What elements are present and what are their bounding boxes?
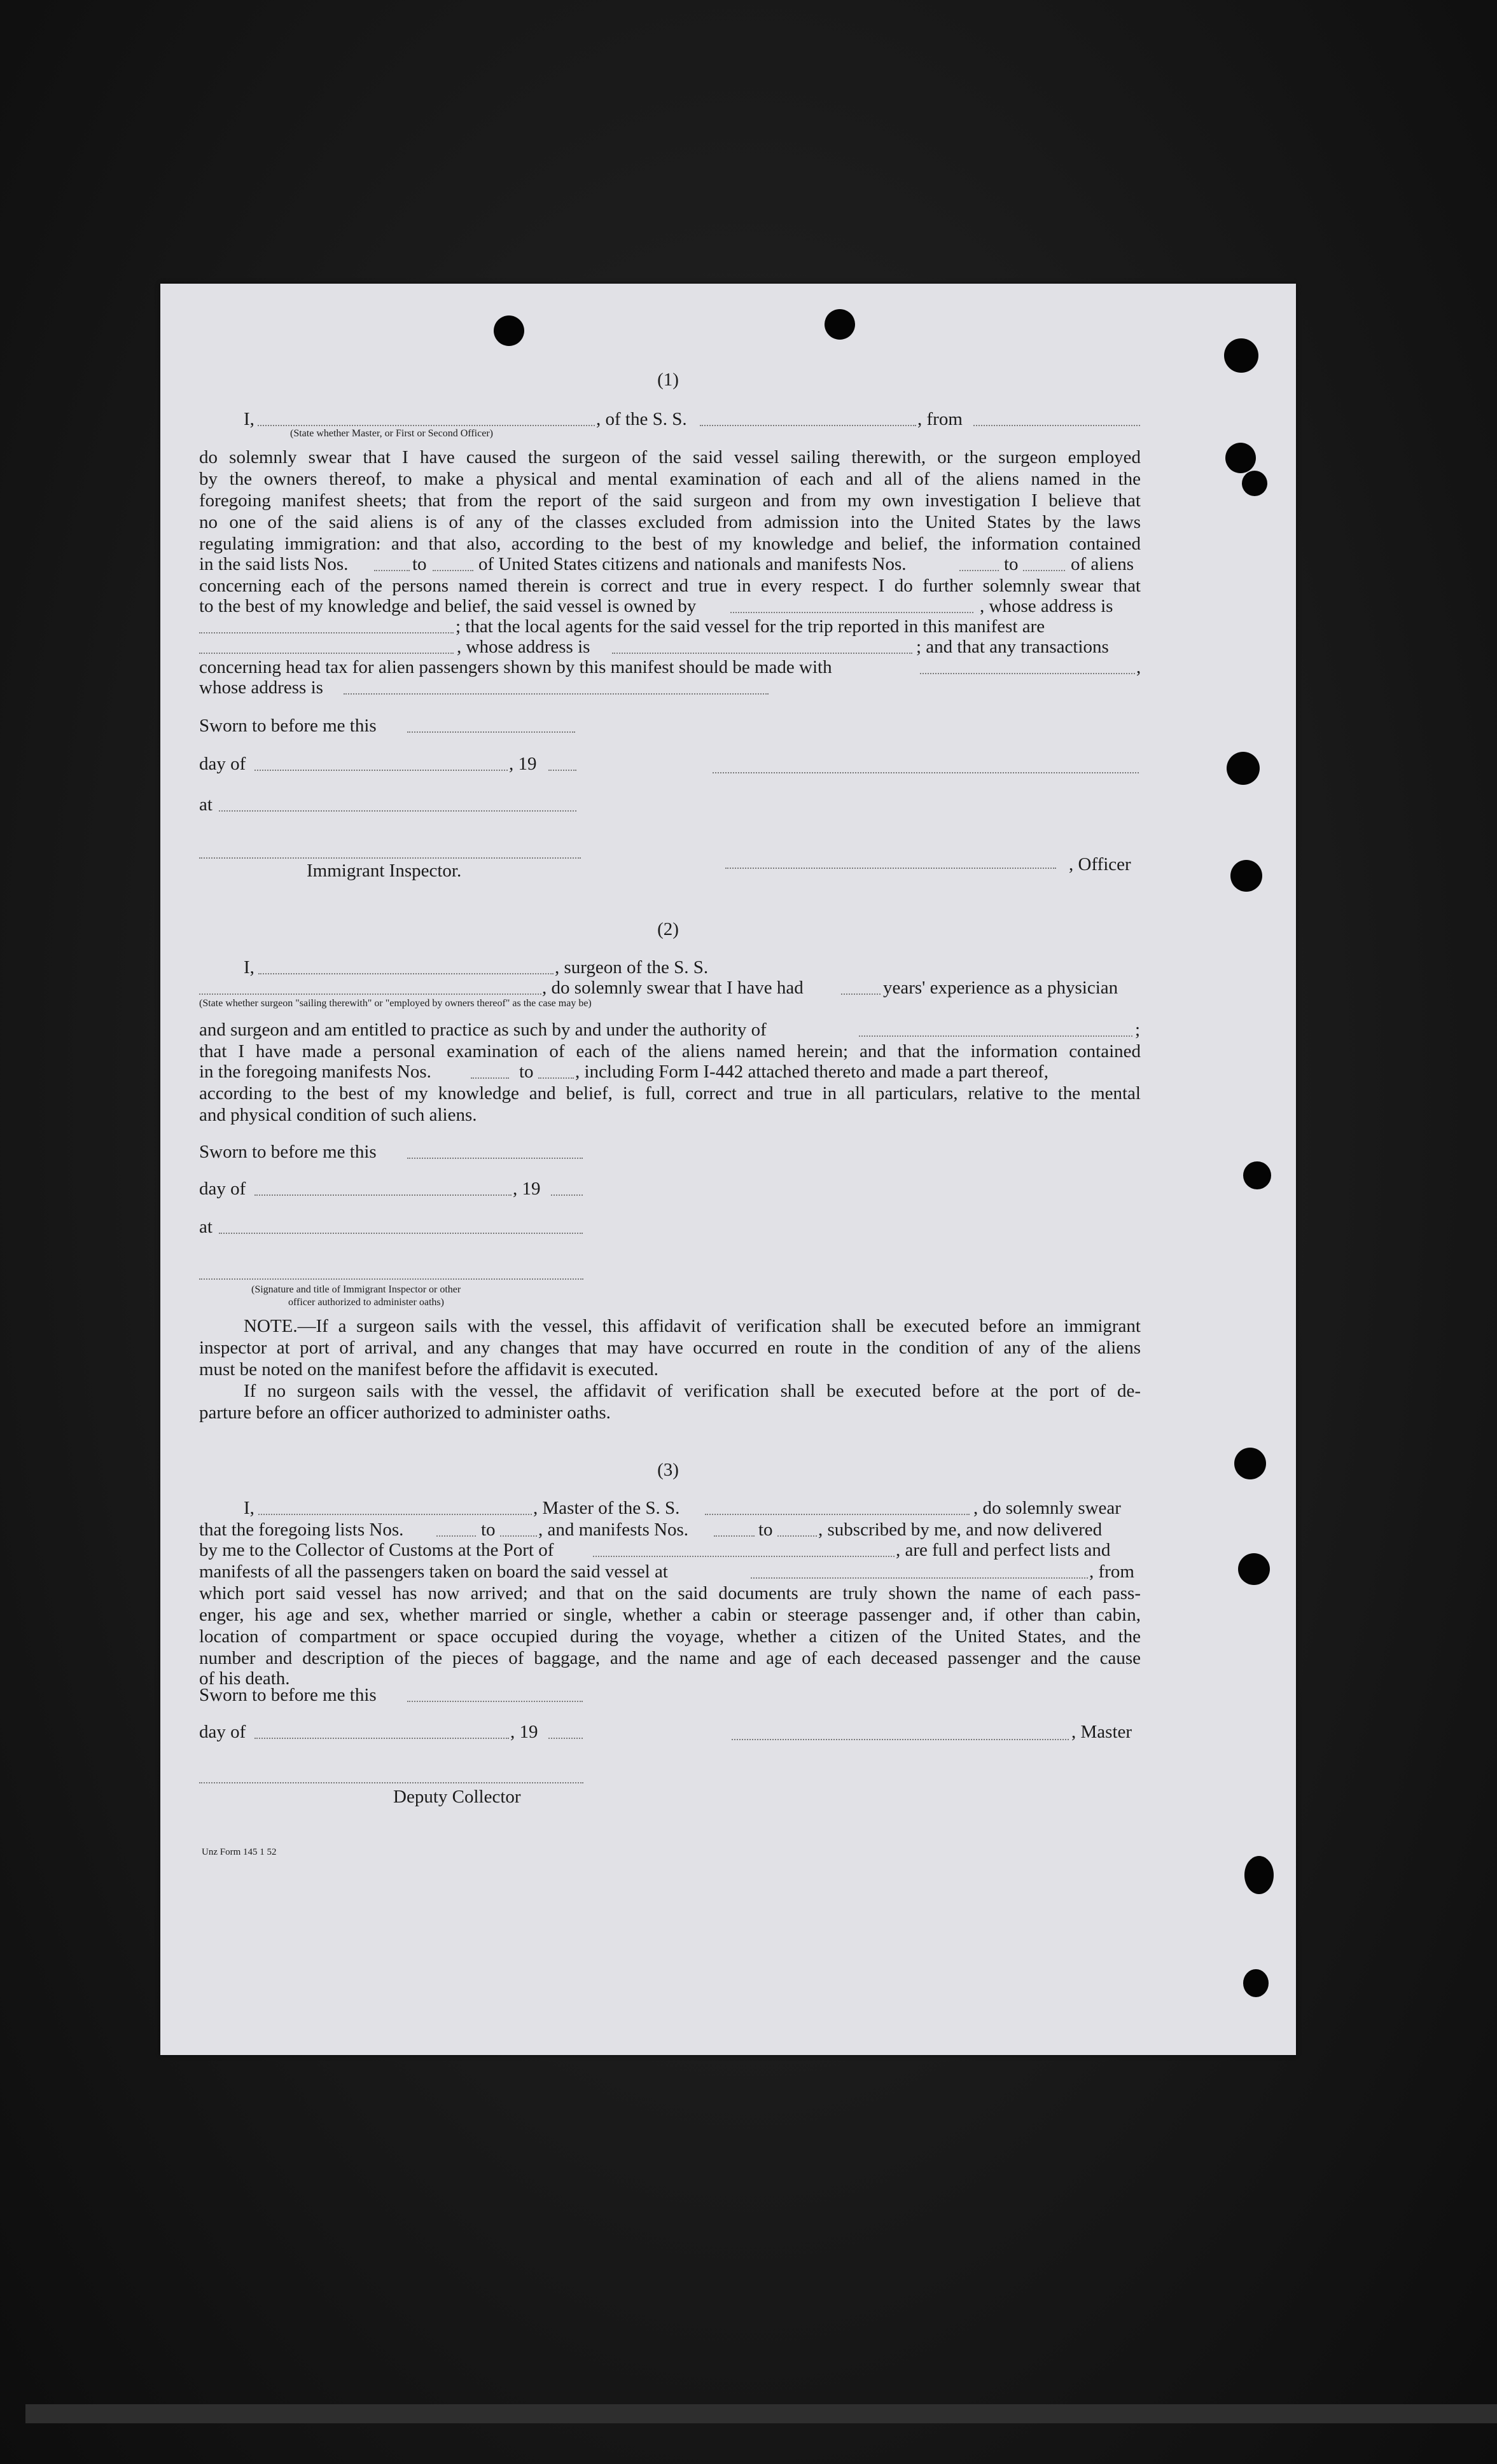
scan-edge-strip bbox=[25, 2404, 1497, 2423]
sworn-date-blank[interactable] bbox=[407, 731, 575, 733]
to-label: to bbox=[519, 1062, 534, 1082]
authority-blank[interactable] bbox=[859, 1035, 1132, 1037]
sworn-date-blank[interactable] bbox=[407, 1701, 583, 1702]
section-2-paragraph-line: according to the best of my knowledge and belief, is full, correct and true in all particulars, relative to the mental bbox=[199, 1083, 1141, 1104]
officer-signature-blank[interactable] bbox=[713, 772, 1139, 773]
section-3-paragraph-line: , from bbox=[1089, 1561, 1134, 1582]
lists-from-blank[interactable] bbox=[436, 1535, 476, 1537]
section-3-paragraph-line: location of compartment or space occupied during the voyage, whether a citizen of the United States, and the bbox=[199, 1626, 1141, 1647]
section-2-paragraph-line: and physical condition of such aliens. bbox=[199, 1105, 477, 1125]
master-vessel-blank[interactable] bbox=[705, 1514, 970, 1515]
officer-name-blank[interactable] bbox=[725, 868, 1056, 869]
manifests-from-blank[interactable] bbox=[714, 1535, 755, 1537]
punch-hole bbox=[1234, 1448, 1266, 1479]
section-2-paragraph-line: in the foregoing manifests Nos. bbox=[199, 1062, 431, 1082]
manifests-to-blank[interactable] bbox=[777, 1535, 817, 1537]
officer-title-note: (State whether Master, or First or Second Officer) bbox=[290, 428, 493, 439]
immigrant-inspector-label: Immigrant Inspector. bbox=[307, 861, 462, 881]
signature-note: officer authorized to administer oaths) bbox=[288, 1297, 444, 1308]
sworn-label: Sworn to before me this bbox=[199, 716, 377, 736]
section-1-paragraph-line: no one of the said aliens is of any of the classes excluded from admission into the United States by the laws bbox=[199, 512, 1141, 532]
punch-hole bbox=[1224, 338, 1258, 373]
section-2-paragraph-line: , including Form I-442 attached thereto and made a part thereof, bbox=[575, 1062, 1049, 1082]
punch-hole bbox=[1244, 1856, 1274, 1894]
manifest-to-blank[interactable] bbox=[538, 1077, 574, 1079]
section-3-paragraph-line: which port said vessel has now arrived; and that on the said documents are truly shown the name of each pass- bbox=[199, 1583, 1141, 1603]
master-label: , Master bbox=[1071, 1722, 1132, 1742]
to-label: to bbox=[481, 1519, 496, 1540]
from-port-blank[interactable] bbox=[973, 425, 1140, 426]
at-label: at bbox=[199, 1217, 212, 1237]
sworn-label: Sworn to before me this bbox=[199, 1142, 377, 1162]
form-number: Unz Form 145 1 52 bbox=[202, 1847, 277, 1857]
section-1-paragraph-line: concerning head tax for alien passengers shown by this manifest should be made with bbox=[199, 657, 832, 677]
year-label: , 19 bbox=[509, 754, 537, 774]
day-of-label: day of bbox=[199, 1722, 246, 1742]
surgeon-type-note: (State whether surgeon "sailing therewith" or "employed by owners thereof" as the case may be) bbox=[199, 998, 592, 1009]
place-blank[interactable] bbox=[219, 810, 576, 812]
section-1-paragraph-line: of United States citizens and nationals and manifests Nos. bbox=[478, 554, 907, 574]
surgeon-name-blank[interactable] bbox=[258, 973, 554, 974]
day-of-label: day of bbox=[199, 1179, 246, 1199]
agents-address-blank[interactable] bbox=[612, 653, 912, 654]
note-line: If no surgeon sails with the vessel, the affidavit of verification shall be executed before at the port of de- bbox=[244, 1381, 1141, 1401]
note-line: must be noted on the manifest before the affidavit is executed. bbox=[199, 1359, 658, 1380]
master-signature-blank[interactable] bbox=[732, 1739, 1069, 1740]
punch-hole bbox=[1243, 1969, 1269, 1997]
section-1-paragraph-line: concerning each of the persons named therein is correct and true in every respect. I do further solemnly swear that bbox=[199, 576, 1141, 596]
of-the-ss-label: , of the S. S. bbox=[596, 409, 687, 429]
section-2-paragraph-line: and surgeon and am entitled to practice as such by and under the authority of bbox=[199, 1020, 767, 1040]
swear-label: , do solemnly swear bbox=[973, 1498, 1121, 1518]
officer-title-blank[interactable] bbox=[258, 425, 595, 426]
punch-hole bbox=[1227, 752, 1260, 785]
section-3-paragraph-line: of his death. bbox=[199, 1668, 290, 1689]
section-3-paragraph-line: manifests of all the passengers taken on board the said vessel at bbox=[199, 1561, 668, 1582]
manifests-to-blank[interactable] bbox=[1023, 570, 1065, 571]
year-label: , 19 bbox=[513, 1179, 541, 1199]
embarkation-port-blank[interactable] bbox=[751, 1577, 1088, 1579]
vessel-name-blank[interactable] bbox=[700, 425, 916, 426]
place-blank[interactable] bbox=[219, 1233, 583, 1234]
section-1-paragraph-line: , whose address is bbox=[980, 596, 1113, 616]
master-name-blank[interactable] bbox=[258, 1514, 532, 1515]
officer-label: , Officer bbox=[1069, 854, 1131, 875]
section-2-number: (2) bbox=[657, 919, 679, 939]
year-blank[interactable] bbox=[548, 1738, 583, 1739]
manifest-from-blank[interactable] bbox=[471, 1077, 509, 1079]
section-1-paragraph-line: whose address is bbox=[199, 677, 323, 698]
section-1-paragraph-line: in the said lists Nos. bbox=[199, 554, 349, 574]
surgeon-vessel-blank[interactable] bbox=[199, 993, 541, 995]
section-1-paragraph-line: ; that the local agents for the said vessel for the trip reported in this manifest are bbox=[456, 616, 1045, 637]
owner-address-blank[interactable] bbox=[199, 632, 454, 633]
section-1-paragraph-line: regulating immigration: and that also, according to the best of my knowledge and belief, the information contained bbox=[199, 534, 1141, 554]
punch-hole bbox=[1230, 860, 1262, 892]
to-label: to bbox=[412, 554, 427, 574]
section-3-number: (3) bbox=[657, 1460, 679, 1480]
port-blank[interactable] bbox=[593, 1556, 895, 1557]
punch-hole bbox=[1225, 443, 1256, 473]
swear-label: , do solemnly swear that I have had bbox=[542, 978, 804, 998]
deputy-collector-label: Deputy Collector bbox=[393, 1787, 521, 1807]
section-3-i: I, bbox=[244, 1498, 254, 1518]
section-1-paragraph-line: ; and that any transactions bbox=[916, 637, 1109, 657]
section-1-paragraph-line: , whose address is bbox=[457, 637, 590, 657]
sworn-date-blank[interactable] bbox=[407, 1158, 583, 1159]
inspector-signature-blank[interactable] bbox=[199, 1278, 583, 1280]
punch-hole bbox=[1238, 1553, 1270, 1585]
day-of-label: day of bbox=[199, 754, 246, 774]
note-line: parture before an officer authorized to administer oaths. bbox=[199, 1402, 611, 1423]
local-agents-blank[interactable] bbox=[199, 653, 454, 654]
punch-hole bbox=[1243, 1161, 1271, 1189]
lists-to-blank[interactable] bbox=[500, 1535, 537, 1537]
master-of-label: , Master of the S. S. bbox=[533, 1498, 680, 1518]
punch-hole bbox=[825, 309, 855, 340]
to-label: to bbox=[758, 1519, 773, 1540]
section-1-number: (1) bbox=[657, 370, 679, 390]
sworn-label: Sworn to before me this bbox=[199, 1685, 377, 1705]
manifests-from-blank[interactable] bbox=[959, 570, 999, 571]
section-1-paragraph-line: foregoing manifest sheets; that from the report of the said surgeon and from my own investigation I believe that bbox=[199, 490, 1141, 511]
section-1-i: I, bbox=[244, 409, 254, 429]
section-1-paragraph-line: of aliens bbox=[1071, 554, 1134, 574]
lists-to-blank[interactable] bbox=[433, 570, 473, 571]
signature-note: (Signature and title of Immigrant Inspector or other bbox=[251, 1284, 461, 1295]
lists-from-blank[interactable] bbox=[374, 570, 410, 571]
deputy-signature-blank[interactable] bbox=[199, 1782, 583, 1783]
at-label: at bbox=[199, 794, 212, 815]
month-blank[interactable] bbox=[254, 770, 508, 771]
section-1-paragraph-line: , bbox=[1136, 657, 1141, 677]
section-3-paragraph-line: enger, his age and sex, whether married or single, whether a cabin or steerage passenger and, if other than cabin, bbox=[199, 1605, 1141, 1625]
month-blank[interactable] bbox=[254, 1194, 512, 1196]
year-blank[interactable] bbox=[551, 1194, 583, 1196]
section-1-paragraph-line: do solemnly swear that I have caused the surgeon of the said vessel sailing therewith, or the surgeon employed bbox=[199, 447, 1141, 467]
month-blank[interactable] bbox=[254, 1738, 509, 1739]
section-1-paragraph-line: by the owners thereof, to make a physical and mental examination of each and all of the aliens named in the bbox=[199, 469, 1141, 489]
year-label: , 19 bbox=[510, 1722, 538, 1742]
section-2-i: I, bbox=[244, 957, 254, 978]
from-label: , from bbox=[917, 409, 963, 429]
section-3-paragraph-line: , subscribed by me, and now delivered bbox=[818, 1519, 1103, 1540]
section-3-paragraph-line: number and description of the pieces of baggage, and the name and age of each deceased passenger and the cause bbox=[199, 1648, 1141, 1668]
section-3-paragraph-line: , are full and perfect lists and bbox=[896, 1540, 1111, 1560]
owner-blank[interactable] bbox=[730, 612, 973, 613]
year-blank[interactable] bbox=[548, 770, 576, 771]
section-1-paragraph-line: to the best of my knowledge and belief, the said vessel is owned by bbox=[199, 596, 697, 616]
years-blank[interactable] bbox=[841, 993, 881, 995]
section-3-paragraph-line: , and manifests Nos. bbox=[538, 1519, 688, 1540]
years-label: years' experience as a physician bbox=[883, 978, 1118, 998]
to-label: to bbox=[1004, 554, 1019, 574]
section-2-paragraph-line: that I have made a personal examination of each of the aliens named herein; and that the information contained bbox=[199, 1041, 1141, 1062]
inspector-signature-blank[interactable] bbox=[199, 857, 581, 859]
punch-hole bbox=[1242, 471, 1267, 496]
section-2-paragraph-line: ; bbox=[1135, 1020, 1141, 1040]
section-3-paragraph-line: by me to the Collector of Customs at the Port of bbox=[199, 1540, 554, 1560]
section-3-paragraph-line: that the foregoing lists Nos. bbox=[199, 1519, 404, 1540]
head-tax-address-blank[interactable] bbox=[344, 693, 769, 695]
punch-hole bbox=[494, 315, 524, 346]
surgeon-of-label: , surgeon of the S. S. bbox=[555, 957, 709, 978]
head-tax-contact-blank[interactable] bbox=[920, 673, 1135, 674]
note-line: inspector at port of arrival, and any changes that may have occurred en route in the condition of any of the aliens bbox=[199, 1338, 1141, 1358]
note-line: NOTE.—If a surgeon sails with the vessel, this affidavit of verification shall be executed before an immigrant bbox=[244, 1316, 1141, 1336]
